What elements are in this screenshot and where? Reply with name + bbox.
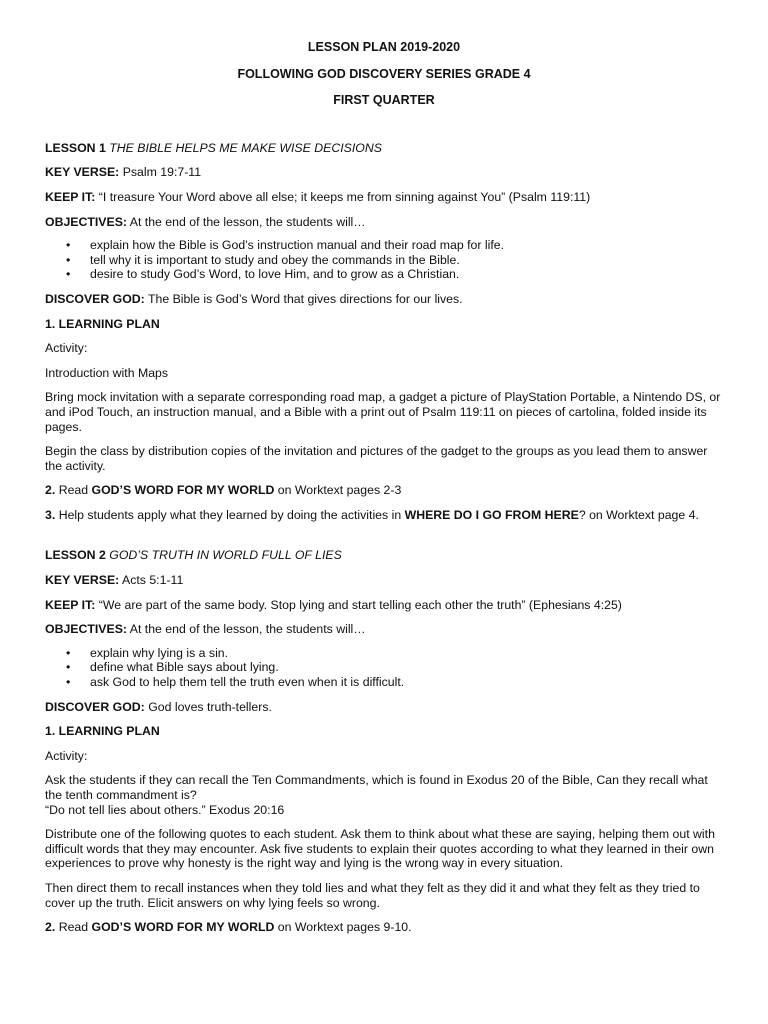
lesson-2-objectives-list	[45, 646, 723, 690]
lesson-1-heading	[45, 141, 723, 156]
list-item: • ask God to help them tell the truth even when it is difficult.	[90, 675, 723, 690]
step-number: 3.	[45, 507, 56, 522]
keep-it-text: “We are part of the same body. Stop lying and start telling each other the truth” (Ephesians 4:25)	[98, 597, 622, 612]
lesson-1-key-verse	[45, 165, 723, 180]
lesson-1-activity-name: Introduction with Maps	[45, 365, 169, 380]
keep-it-text: “I treasure Your Word above all else; it keeps me from sinning against You” (Psalm 119:11)	[98, 189, 591, 204]
step-number: 2.	[45, 483, 56, 498]
step-number: 2.	[45, 920, 56, 935]
header-quarter: FIRST QUARTER	[333, 93, 435, 108]
lesson-2-step-2	[45, 920, 723, 935]
lesson-1-objectives-list	[45, 238, 723, 282]
lesson-1-label: LESSON 1	[45, 140, 106, 155]
gods-word-title: GOD’S WORD FOR MY WORLD	[91, 483, 275, 498]
lesson-2-learning-plan	[45, 724, 723, 739]
lesson-1-learning-plan	[45, 317, 723, 332]
read-prefix: Read	[58, 483, 89, 498]
step-3-post: ? on Worktext page 4.	[578, 507, 699, 522]
key-verse-text: Psalm 19:7-11	[122, 165, 202, 180]
lesson-2-title: GOD’S TRUTH IN WORLD FULL OF LIES	[109, 548, 342, 563]
lesson-2-heading	[45, 548, 723, 563]
step-3-bold: WHERE DO I GO FROM HERE	[404, 507, 579, 522]
lesson-1-step-2	[45, 483, 723, 498]
lesson-2-discover-god	[45, 700, 723, 715]
list-item: • define what Bible says about lying.	[90, 660, 723, 675]
learning-plan-heading: 1. LEARNING PLAN	[45, 316, 160, 331]
lesson-2-key-verse	[45, 573, 723, 588]
lesson-2-paragraph-1	[45, 773, 723, 817]
objectives-intro: At the end of the lesson, the students will…	[129, 214, 366, 229]
discover-god-label: DISCOVER GOD:	[45, 291, 145, 306]
keep-it-label: KEEP IT:	[45, 597, 96, 612]
paragraph-quote: “Do not tell lies about others.” Exodus 20:16	[45, 802, 285, 817]
list-item: • desire to study God’s Word, to love Him, and to grow as a Christian.	[90, 267, 723, 282]
document-header	[45, 0, 723, 108]
read-suffix: on Worktext pages 2-3	[277, 483, 402, 498]
lesson-1	[45, 141, 723, 523]
lesson-1-activity-label: Activity:	[45, 341, 88, 356]
lesson-2	[45, 548, 723, 934]
objectives-label: OBJECTIVES:	[45, 622, 127, 637]
lesson-2-activity-label: Activity:	[45, 748, 88, 763]
read-prefix: Read	[58, 920, 89, 935]
lesson-1-discover-god	[45, 292, 723, 307]
gods-word-title: GOD’S WORD FOR MY WORLD	[91, 920, 275, 935]
lesson-1-paragraph-1: Bring mock invitation with a separate corresponding road map, a gadget a picture of PlayStation Portable, a Nintendo DS, or and iPod Touch, an instruction manual, and a Bible with a print out of Psalm 119:11 on pieces of cartolina, folded inside its pages.	[45, 390, 721, 434]
key-verse-label: KEY VERSE:	[45, 573, 120, 588]
keep-it-label: KEEP IT:	[45, 189, 96, 204]
lesson-2-paragraph-2: Distribute one of the following quotes to each student. Ask them to think about what these are saying, helping them out with difficult words that they may encounter. Ask five students to explain their quotes according to what they learned in their own experiences to prove why honesty is the right way and lying is the wrong way in every situation.	[45, 827, 715, 871]
lesson-2-objectives	[45, 622, 723, 637]
list-item: • explain how the Bible is God’s instruction manual and their road map for life.	[90, 238, 723, 253]
lesson-1-title: THE BIBLE HELPS ME MAKE WISE DECISIONS	[109, 140, 382, 155]
lesson-2-label: LESSON 2	[45, 548, 106, 563]
list-item: • tell why it is important to study and obey the commands in the Bible.	[90, 253, 723, 268]
objectives-label: OBJECTIVES:	[45, 214, 127, 229]
lesson-2-paragraph-3: Then direct them to recall instances when they told lies and what they felt as they did it and what they felt as they tried to cover up the truth. Elicit answers on why lying feels so wrong.	[45, 880, 700, 910]
header-title: LESSON PLAN 2019-2020	[307, 40, 461, 54]
lesson-1-keep-it	[45, 190, 723, 205]
learning-plan-heading: 1. LEARNING PLAN	[45, 724, 160, 739]
objectives-intro: At the end of the lesson, the students will…	[129, 622, 366, 637]
discover-god-text: The Bible is God’s Word that gives directions for our lives.	[147, 291, 463, 306]
lesson-2-keep-it	[45, 598, 723, 613]
list-item: • explain why lying is a sin.	[90, 646, 723, 661]
key-verse-text: Acts 5:1-11	[122, 573, 184, 588]
lesson-1-objectives	[45, 215, 723, 230]
key-verse-label: KEY VERSE:	[45, 165, 120, 180]
lesson-1-paragraph-2: Begin the class by distribution copies of the invitation and pictures of the gadget to the groups as you lead them to answer the activity.	[45, 444, 708, 473]
discover-god-text: God loves truth-tellers.	[148, 699, 272, 714]
paragraph-text: Ask the students if they can recall the Ten Commandments, which is found in Exodus 20 of the Bible, Can they recall what the tenth commandment is?	[45, 773, 708, 802]
step-3-text: Help students apply what they learned by doing the activities in	[58, 507, 402, 522]
header-series: FOLLOWING GOD DISCOVERY SERIES GRADE 4	[237, 66, 531, 81]
lesson-1-step-3	[45, 508, 723, 523]
read-suffix: on Worktext pages 9-10.	[277, 920, 412, 935]
discover-god-label: DISCOVER GOD:	[45, 699, 145, 714]
